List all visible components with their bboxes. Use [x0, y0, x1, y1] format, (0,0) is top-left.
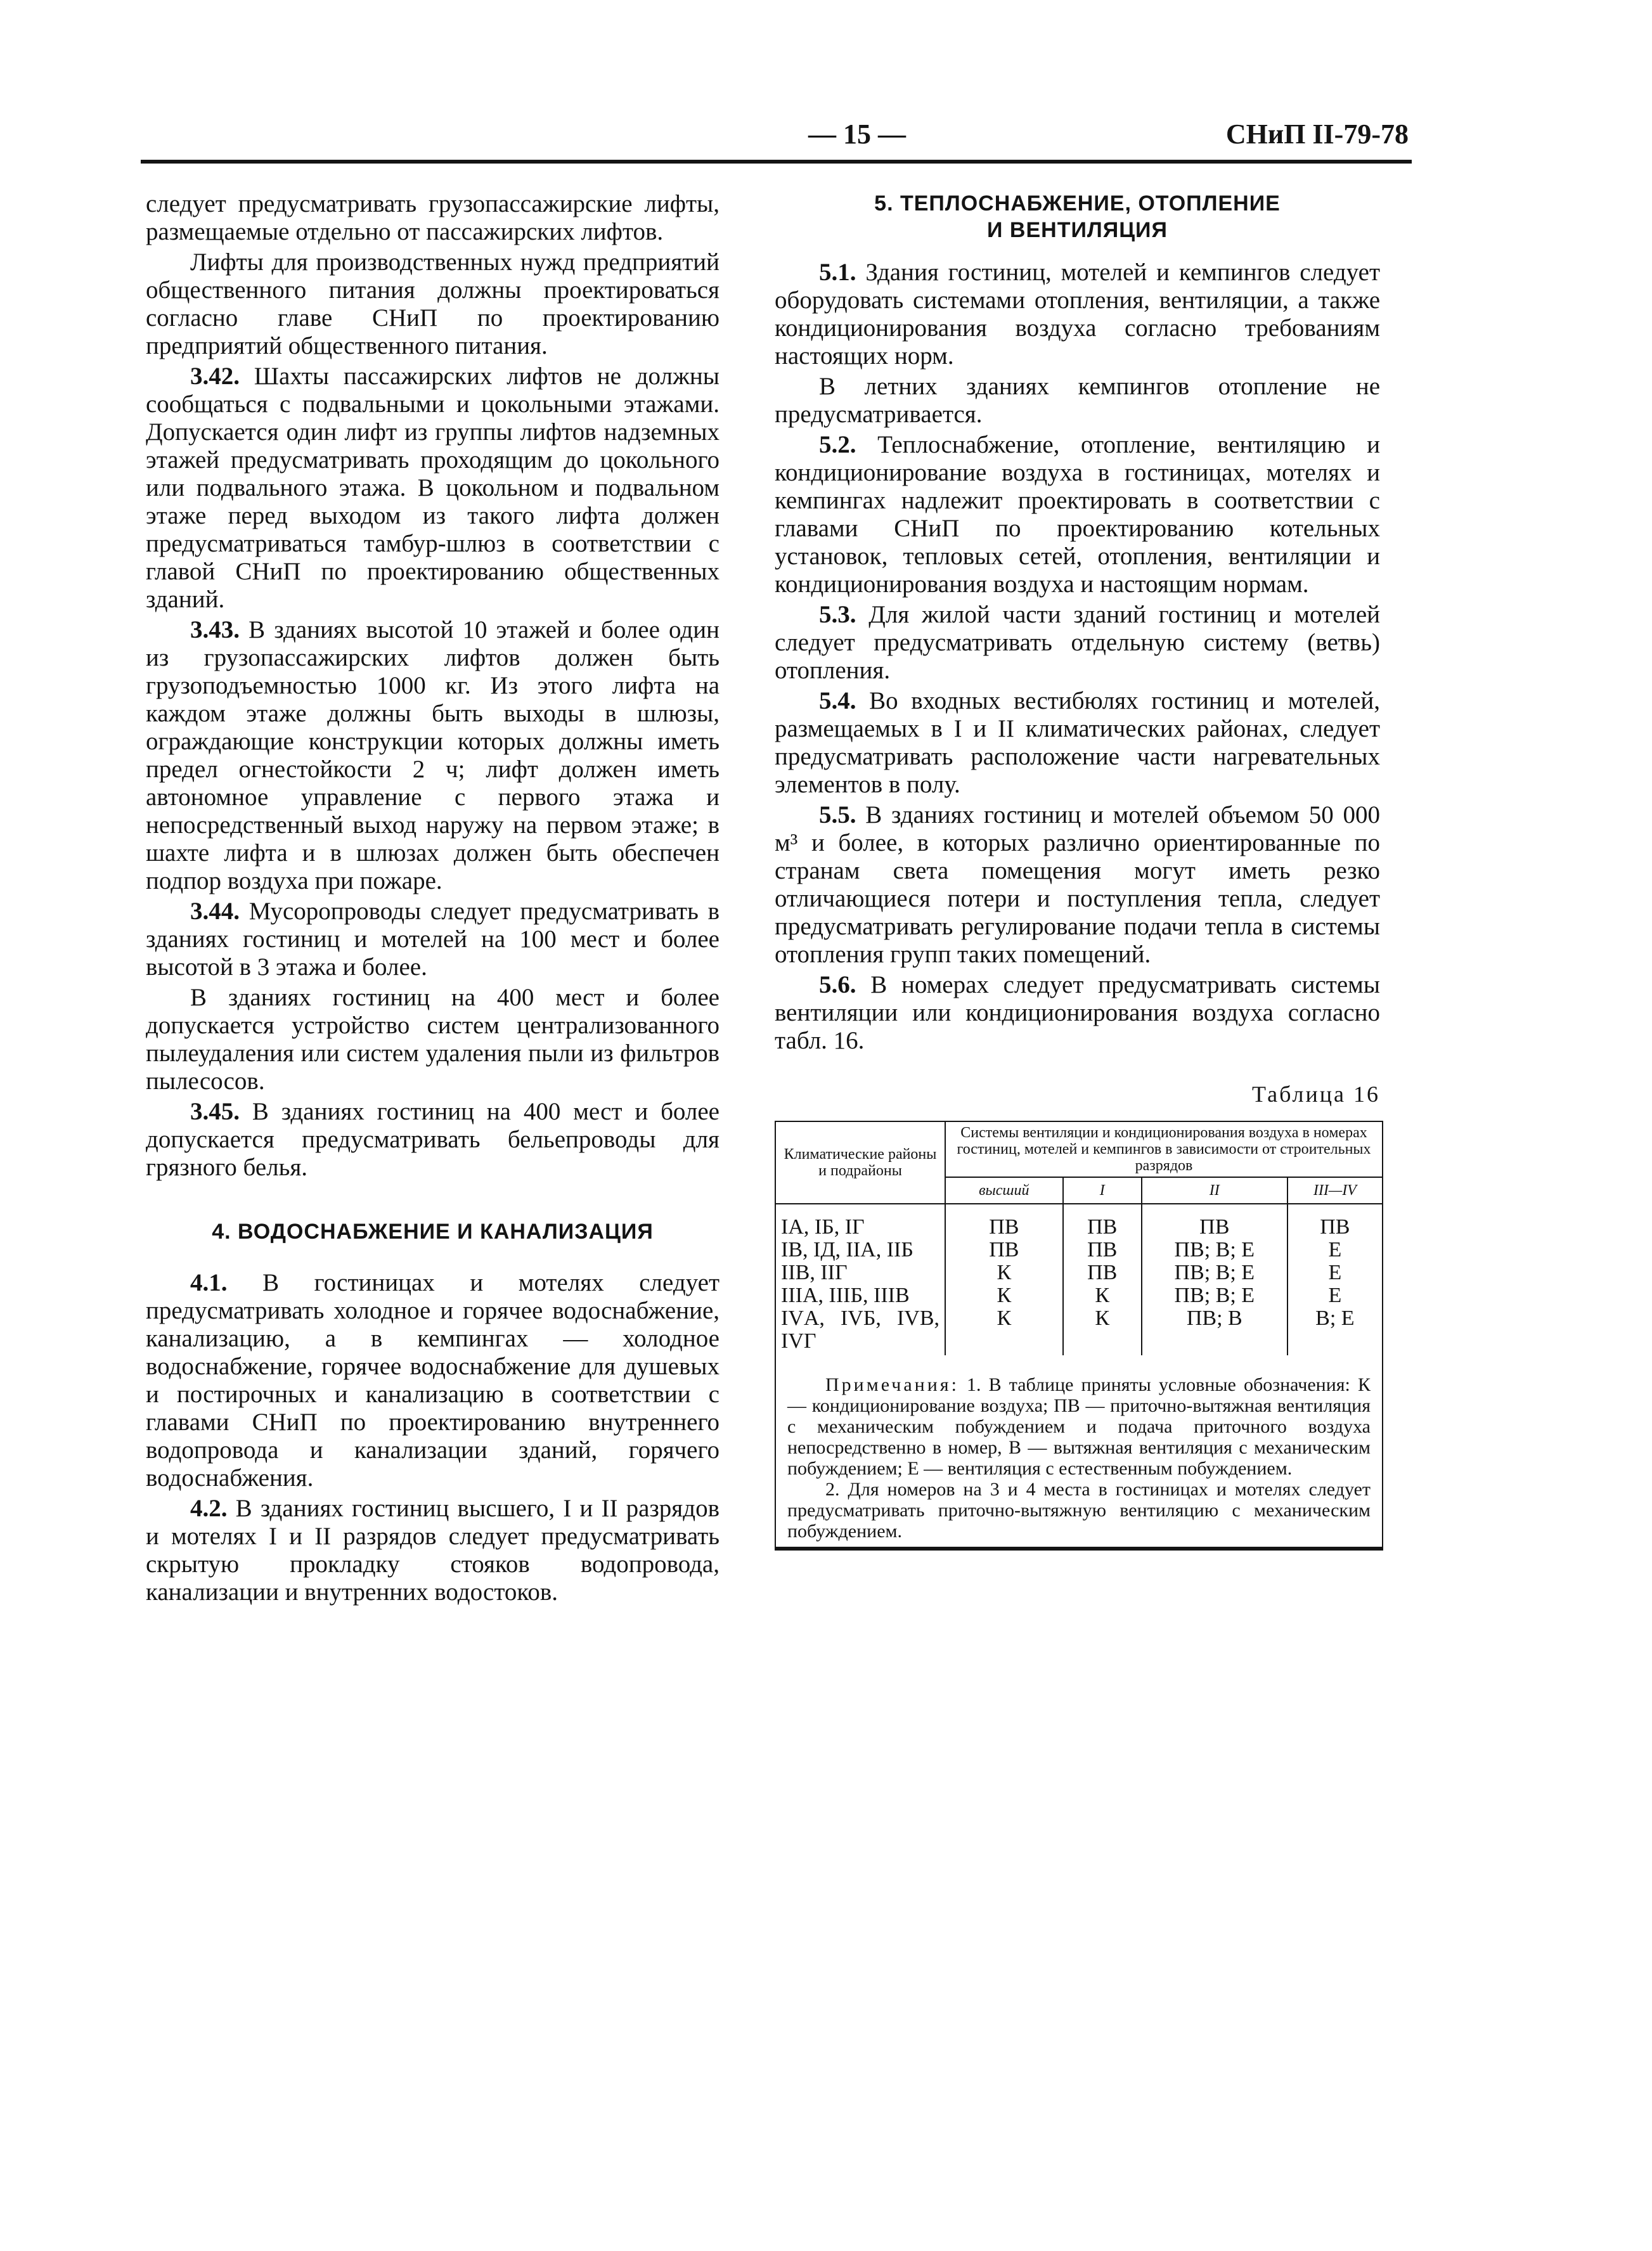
clause-5-6	[775, 971, 1380, 1055]
clause-3-44	[146, 898, 720, 981]
section-5-title-line-2: И ВЕНТИЛЯЦИЯ	[987, 218, 1168, 242]
right-column	[775, 190, 1380, 1551]
table-16	[775, 1121, 1383, 1355]
clause-text: Теплоснабжение, отопление, вентиляцию и кондиционирование воздуха в гостиницах, мотелях и кемпингах надлежит проектировать в соответствии с главами СНиП по проектированию котельных установок, тепловых сетей, отопления, вентиляции и кондиционирования воздуха и настоящим нормам.	[775, 431, 1380, 598]
page-number: — 15 —	[808, 119, 906, 150]
table-cell: IVА, IVБ, IVВ, IVГ	[781, 1306, 939, 1353]
subheader-ii: II	[1142, 1177, 1287, 1204]
clause-text: Во входных вестибюлях гостиниц и мотелей, размещаемых в I и II климатических районах, следует предусматривать расположение части нагревательных элементов в полу.	[775, 687, 1381, 798]
table-cell: ПВ	[1087, 1238, 1118, 1261]
table-cell: Е	[1328, 1284, 1342, 1307]
header-rule	[141, 160, 1412, 164]
clause-text: Шахты пассажирских лифтов не должны сообщаться с подвальными и цокольными этажами. Допускается один лифт из группы лифтов надземных этажей предусматривать проходящим до цокольного или подвального этажа. В цокольном и подвальном этаже перед выходом из такого лифта должен предусматриваться тамбур-шлюз в соответствии с главой СНиП по проектированию общественных зданий.	[146, 363, 720, 613]
clause-5-4	[775, 687, 1380, 799]
highest-column	[945, 1204, 1063, 1355]
clause-5-5	[775, 801, 1380, 969]
subheader-iii-iv: III—IV	[1287, 1177, 1383, 1204]
subheader-highest: высший	[945, 1177, 1063, 1204]
clause-3-43	[146, 616, 720, 895]
i-column	[1063, 1204, 1142, 1355]
table-cell: ПВ	[1087, 1215, 1118, 1239]
table-cell: ПВ; В	[1186, 1306, 1242, 1330]
table-cell: ПВ; В; Е	[1174, 1238, 1255, 1261]
clause-number: 4.1.	[190, 1269, 228, 1296]
table-cell: ПВ	[989, 1215, 1019, 1239]
clause-text: В зданиях высотой 10 этажей и более один из грузопассажирских лифтов должен быть грузоподъемностью 1000 кг. Из этого лифта на каждом этаже должны быть выходы в шлюзы, ограждающие конструкции которых должны иметь предел огнестойкости 2 ч; лифт должен иметь автономное управление с первого этажа и непосредственный выход наружу на первом этаже; в шахте лифта и в шлюзах должен быть обеспечен подпор воздуха при пожаре.	[146, 616, 720, 894]
clause-number: 5.6.	[819, 971, 856, 998]
clause-number: 3.42.	[190, 363, 240, 390]
clause-number: 5.2.	[819, 431, 856, 458]
subheader-i: I	[1063, 1177, 1142, 1204]
table-cell: К	[997, 1284, 1012, 1307]
table-caption: Таблица 16	[1252, 1081, 1380, 1107]
clause-number: 3.45.	[190, 1098, 240, 1125]
table-cell: К	[997, 1306, 1012, 1330]
table-cell: В; Е	[1315, 1306, 1355, 1330]
region-column	[775, 1204, 945, 1355]
clause-number: 5.1.	[819, 259, 856, 286]
clause-number: 5.3.	[819, 601, 856, 628]
clause-number: 5.4.	[819, 687, 856, 714]
clause-4-2	[146, 1495, 720, 1606]
clause-5-1	[775, 259, 1380, 370]
table-cell: IIВ, IIГ	[781, 1261, 848, 1284]
ii-column	[1142, 1204, 1287, 1355]
table-cell: Е	[1328, 1261, 1342, 1284]
table-cell: ПВ	[989, 1238, 1019, 1261]
clause-text: Мусоропроводы следует предусматривать в зданиях гостиниц и мотелей на 100 мест и более высотой в 3 этажа и более.	[146, 898, 720, 981]
clause-number: 5.5.	[819, 801, 856, 829]
note-2: 2. Для номеров на 3 и 4 места в гостиницах и мотелях следует предусматривать приточно-вытяжную вентиляцию с механическим побуждением.	[787, 1479, 1371, 1542]
notes-body	[776, 1355, 1382, 1547]
clause-5-3	[775, 601, 1380, 685]
paragraph: В летних зданиях кемпингов отопление не предусматривается.	[775, 373, 1380, 428]
table-body-row	[775, 1204, 1383, 1355]
clause-4-1	[146, 1269, 720, 1492]
column-header-systems: Системы вентиляции и кондиционирования воздуха в номерах гостиниц, мотелей и кемпингов в зависимости от строительных разрядов	[945, 1121, 1383, 1177]
table-cell: К	[1095, 1284, 1110, 1307]
clause-text: В зданиях гостиниц на 400 мест и более допускается предусматривать бельепроводы для грязного белья.	[146, 1098, 720, 1181]
table-cell: ПВ; В; Е	[1174, 1261, 1255, 1284]
paragraph: Лифты для производственных нужд предприятий общественного питания должны проектироваться согласно главе СНиП по проектированию предприятий общественного питания.	[146, 248, 720, 359]
table-cell: IIIА, IIIБ, IIIВ	[781, 1284, 910, 1307]
section-5-title	[775, 190, 1380, 243]
paragraph: В зданиях гостиниц на 400 мест и более допускается устройство систем централизованного пылеудаления или систем удаления пыли из фильтров пылесосов.	[146, 984, 720, 1095]
clause-text: Здания гостиниц, мотелей и кемпингов следует оборудовать системами отопления, вентиляции, а также кондиционирования воздуха согласно требованиям настоящих норм.	[775, 259, 1380, 370]
clause-text: В зданиях гостиниц высшего, I и II разрядов и мотелях I и II разрядов следует предусматривать скрытую прокладку стояков водопровода, канализации и внутренних водостоков.	[146, 1495, 720, 1606]
table-notes	[775, 1355, 1383, 1551]
paragraph: следует предусматривать грузопассажирские лифты, размещаемые отдельно от пассажирских лифтов.	[146, 190, 720, 245]
table-cell: ПВ; В; Е	[1174, 1284, 1255, 1307]
table-cell: ПВ	[1087, 1261, 1118, 1284]
clause-text: В зданиях гостиниц и мотелей объемом 50 000 м³ и более, в которых различно ориентированные по странам света помещения могут иметь резко отличающиеся потери и поступления тепла, следует предусматривать регулирование подачи тепла в системы отопления групп таких помещений.	[775, 801, 1380, 968]
table-cell: К	[1095, 1306, 1110, 1330]
table-cell: К	[997, 1261, 1012, 1284]
note-1-text: 1. В таблице приняты условные обозначения: К — кондиционирование воздуха; ПВ — приточно-вытяжная вентиляция с механическим побуждением и подача приточного воздуха непосредственно в номер, В — вытяжная вентиляция с механическим побуждением; Е — вентиляция с естественным побуждением.	[787, 1374, 1371, 1479]
document-id: СНиП II-79-78	[1225, 119, 1409, 150]
column-header-region: Климатические районы и подрайоны	[775, 1121, 945, 1204]
clause-text: В номерах следует предусматривать системы вентиляции или кондиционирования воздуха согласно табл. 16.	[775, 971, 1381, 1054]
clause-5-2	[775, 431, 1380, 598]
note-1	[787, 1374, 1371, 1479]
table-cell: IВ, IД, IIА, IIБ	[781, 1238, 913, 1261]
clause-text: В гостиницах и мотелях следует предусматривать холодное и горячее водоснабжение, канализацию, а в кемпингах — холодное водоснабжение, горячее водоснабжение для душевых и постирочных и канализацию в соответствии с главами СНиП по проектированию внутреннего водопровода и канализации зданий, горячего водоснабжения.	[146, 1269, 720, 1492]
clause-3-42	[146, 363, 720, 614]
clause-number: 3.43.	[190, 616, 240, 643]
section-5-title-line-1: 5. ТЕПЛОСНАБЖЕНИЕ, ОТОПЛЕНИЕ	[874, 191, 1281, 216]
page-header	[141, 118, 1409, 156]
notes-label: Примечания:	[825, 1374, 959, 1395]
table-cell: ПВ	[1320, 1215, 1350, 1239]
table-cell: Е	[1328, 1238, 1342, 1261]
section-4-title: 4. ВОДОСНАБЖЕНИЕ И КАНАЛИЗАЦИЯ	[212, 1220, 654, 1244]
table-cell: IА, IБ, IГ	[781, 1215, 865, 1239]
clause-number: 4.2.	[190, 1495, 228, 1522]
table-cell: ПВ	[1199, 1215, 1230, 1239]
clause-text: Для жилой части зданий гостиниц и мотелей следует предусматривать отдельную систему (ветвь) отопления.	[775, 601, 1380, 684]
table-header-row	[775, 1121, 1383, 1177]
left-column	[146, 190, 720, 1609]
clause-3-45	[146, 1098, 720, 1182]
iii-iv-column	[1287, 1204, 1383, 1355]
clause-number: 3.44.	[190, 898, 240, 925]
